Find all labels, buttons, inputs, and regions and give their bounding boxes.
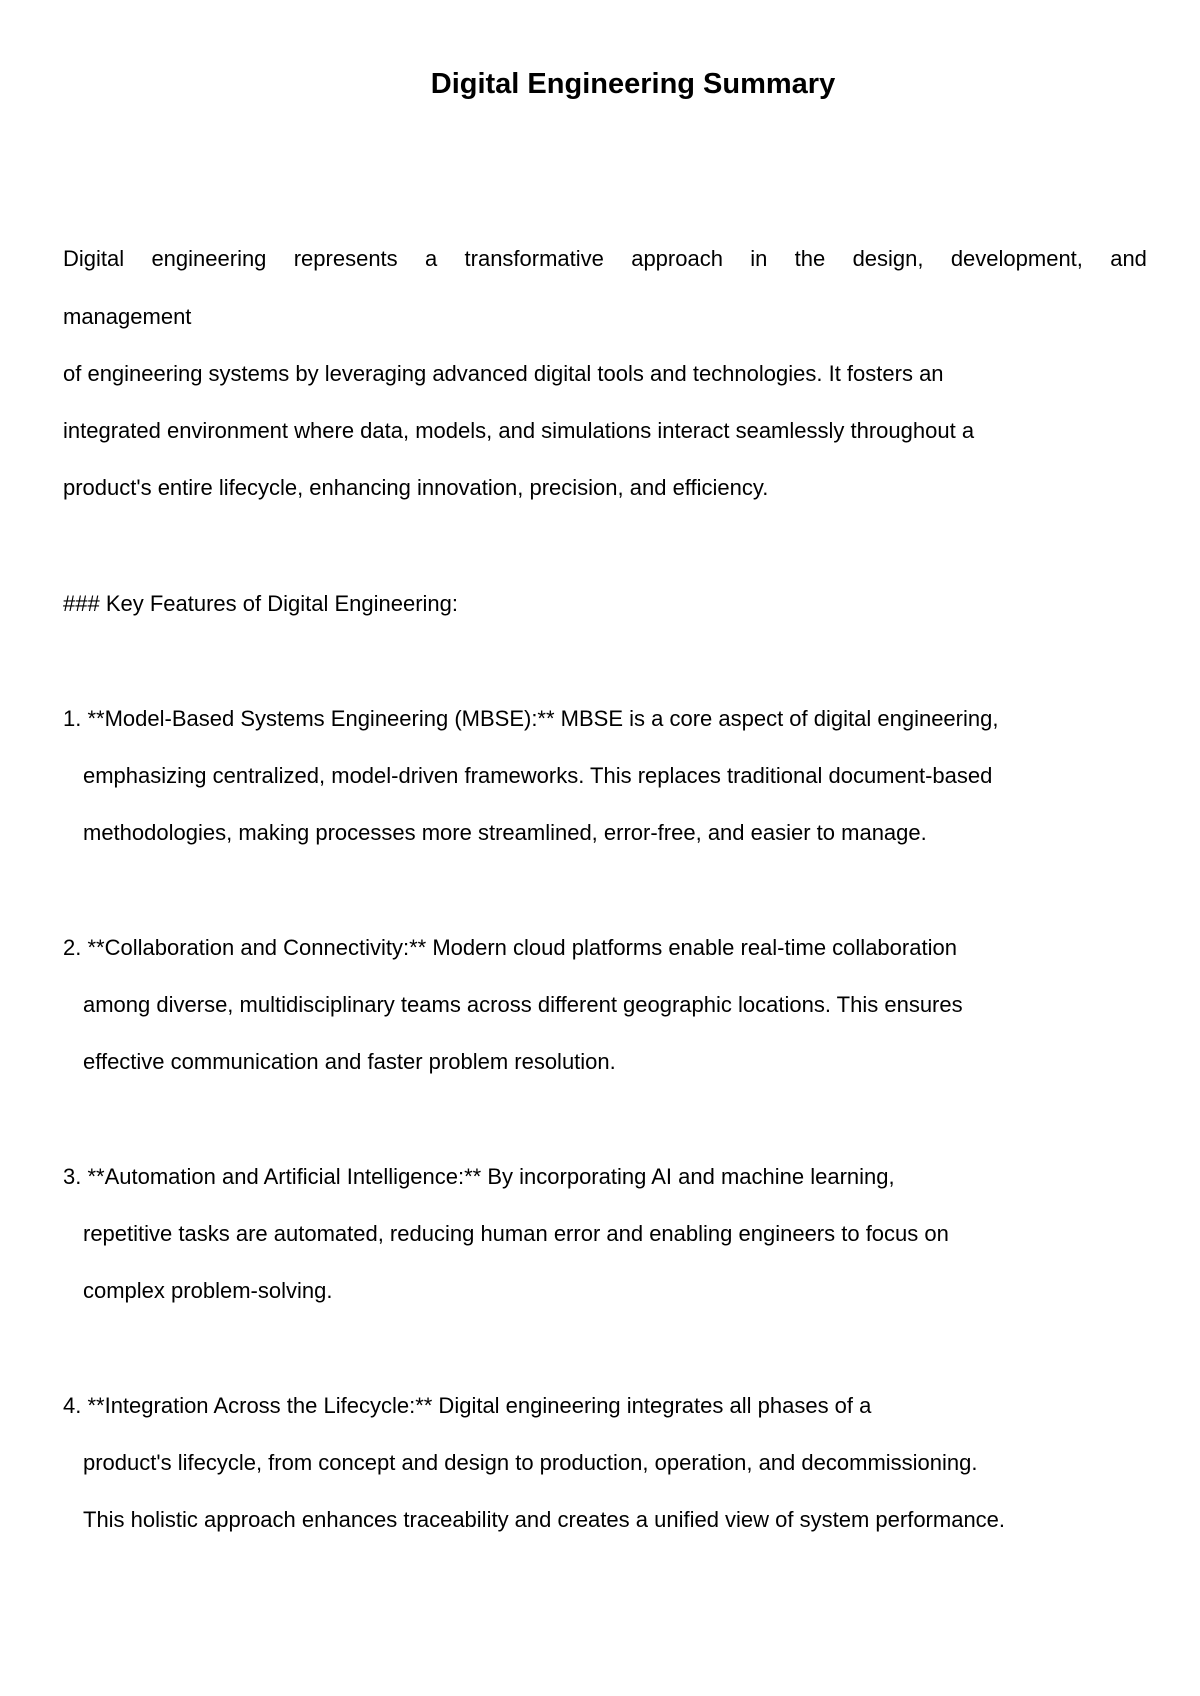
intro-word: Digital xyxy=(63,246,125,271)
intro-word: a xyxy=(424,246,438,271)
intro-word: in xyxy=(750,246,768,271)
intro-word: engineering xyxy=(151,246,267,271)
intro-word: and xyxy=(1110,246,1147,271)
intro-word: design, xyxy=(852,246,924,271)
intro-word: the xyxy=(794,246,826,271)
feature-line: complex problem-solving. xyxy=(83,1278,333,1303)
feature-line: emphasizing centralized, model-driven frameworks. This replaces traditional document-based xyxy=(83,763,993,788)
feature-line: 4. **Integration Across the Lifecycle:** Digital engineering integrates all phases of a xyxy=(63,1393,872,1418)
feature-line: effective communication and faster problem resolution. xyxy=(83,1049,616,1074)
section-heading: ### Key Features of Digital Engineering: xyxy=(63,591,459,616)
intro-line-1 xyxy=(63,244,1147,274)
feature-line: This holistic approach enhances traceability and creates a unified view of system performance. xyxy=(83,1507,1006,1532)
feature-line: product's lifecycle, from concept and design to production, operation, and decommissioning. xyxy=(83,1450,978,1475)
intro-word: transformative xyxy=(464,246,604,271)
feature-line: among diverse, multidisciplinary teams across different geographic locations. This ensures xyxy=(83,992,963,1017)
intro-line-3: of engineering systems by leveraging advanced digital tools and technologies. It fosters an xyxy=(63,361,944,386)
intro-line-4: integrated environment where data, models, and simulations interact seamlessly throughout a xyxy=(63,418,975,443)
feature-line: methodologies, making processes more streamlined, error-free, and easier to manage. xyxy=(83,820,927,845)
intro-word: approach xyxy=(631,246,723,271)
intro-line-5: product's entire lifecycle, enhancing innovation, precision, and efficiency. xyxy=(63,475,769,500)
intro-word: development, xyxy=(950,246,1083,271)
feature-line: 2. **Collaboration and Connectivity:** Modern cloud platforms enable real-time collaboration xyxy=(63,935,957,960)
feature-line: repetitive tasks are automated, reducing human error and enabling engineers to focus on xyxy=(83,1221,949,1246)
intro-line-2: management xyxy=(63,304,192,329)
feature-line: 3. **Automation and Artificial Intelligence:** By incorporating AI and machine learning, xyxy=(63,1164,895,1189)
intro-word: represents xyxy=(293,246,398,271)
document-title: Digital Engineering Summary xyxy=(430,68,836,100)
feature-line: 1. **Model-Based Systems Engineering (MBSE):** MBSE is a core aspect of digital engineering, xyxy=(63,706,999,731)
